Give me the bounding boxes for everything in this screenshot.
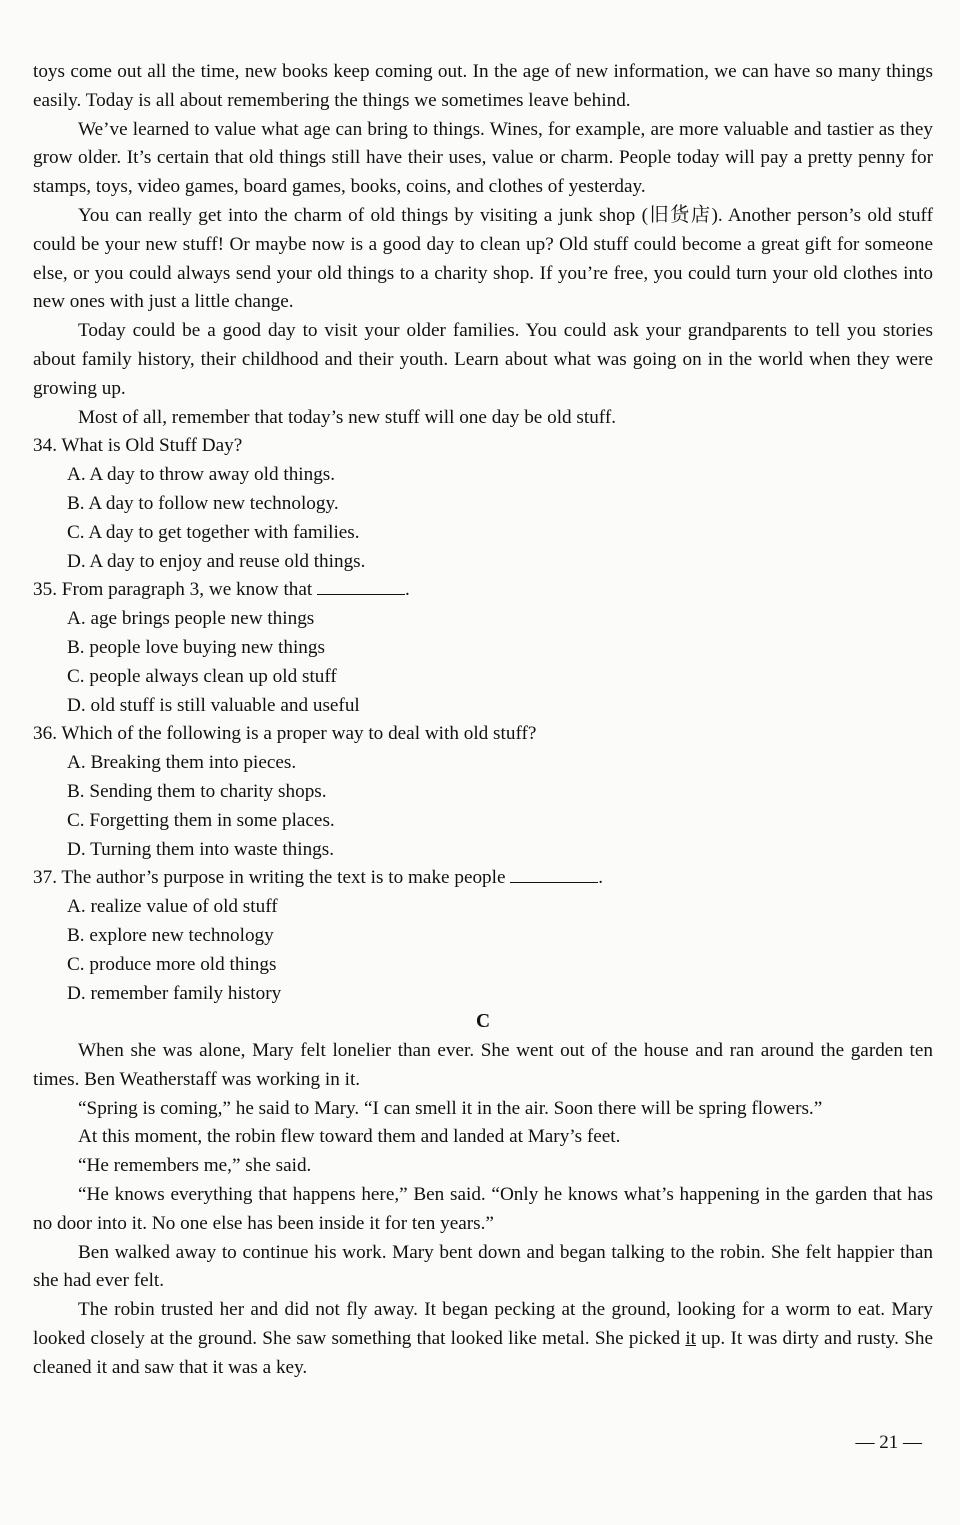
question-option: B. A day to follow new technology. (67, 492, 339, 514)
question-35 (33, 576, 933, 605)
question-option: B. explore new technology (67, 924, 274, 946)
passage-c-para-6: Ben walked away to continue his work. Mary bent down and began talking to the robin. She felt happier than she had ever felt. (33, 1241, 933, 1292)
para-7-start: The robin trusted her and did not fly away. It began pecking at the ground, looking for a worm to eat. Mary looked closely at the ground. She saw something that looked like metal. She picked (33, 1299, 933, 1350)
question-option: D. A day to enjoy and reuse old things. (67, 550, 366, 572)
question-option: D. Turning them into waste things. (67, 838, 335, 860)
question-option: D. remember family history (67, 982, 282, 1004)
page-content (33, 58, 933, 1383)
question-option: D. old stuff is still valuable and useful (67, 694, 360, 716)
page-number: — 21 — (855, 1432, 922, 1453)
passage-c-para-5: “He knows everything that happens here,” Ben said. “Only he knows what’s happening in the garden that has no door into it. No one else has been inside it for ten years.” (33, 1184, 933, 1234)
question-end-mark: . (598, 867, 604, 889)
question-stem: 34. What is Old Stuff Day? (33, 435, 243, 457)
passage-b-para-4: Today could be a good day to visit your older families. You could ask your grandparents to tell you stories about family history, their childhood and their youth. Learn about what was going on in the world when they were growing up. (33, 320, 933, 399)
question-option: A. realize value of old stuff (67, 896, 278, 918)
passage-c-para-1: When she was alone, Mary felt lonelier than ever. She went out of the house and ran around the garden ten times. Ben Weatherstaff was working in it. (33, 1040, 933, 1090)
question-stem: 35. From paragraph 3, we know that (33, 579, 313, 601)
passage-b-para-3: You can really get into the charm of old things by visiting a junk shop (旧货店). Another person’s old stuff could be your new stuff! Or maybe now is a good day to clean up? Old stuff could become a great gift for someone else, or you could always send your old things to a charity shop. If you’re free, you could turn your old clothes into new ones with just a little change. (33, 204, 933, 313)
answer-blank (317, 577, 405, 595)
question-option: C. people always clean up old stuff (67, 665, 337, 687)
question-option: A. A day to throw away old things. (67, 464, 336, 486)
passage-c-para-7 (33, 1296, 933, 1382)
question-stem: 36. Which of the following is a proper way to deal with old stuff? (33, 723, 537, 745)
para-7-end: up. It was dirty and rusty. She cleaned it and saw that it was a key. (33, 1328, 933, 1378)
question-36 (33, 720, 933, 749)
passage-c-para-4: “He remembers me,” she said. (78, 1155, 312, 1177)
passage-b-para-5: Most of all, remember that today’s new stuff will one day be old stuff. (78, 406, 617, 428)
question-34 (33, 432, 933, 461)
passage-b-para-2: We’ve learned to value what age can bring to things. Wines, for example, are more valuable and tastier as they grow older. It’s certain that old things still have their uses, value or charm. People today will pay a pretty penny for stamps, toys, video games, board games, books, coins, and clothes of yesterday. (33, 118, 933, 198)
question-option: A. Breaking them into pieces. (67, 752, 297, 774)
section-c-label: C (475, 1011, 491, 1033)
question-option: A. age brings people new things (67, 608, 315, 630)
question-option: C. A day to get together with families. (67, 521, 360, 543)
question-end-mark: . (405, 579, 410, 601)
question-option: C. produce more old things (67, 953, 277, 975)
passage-c-para-3: At this moment, the robin flew toward them and landed at Mary’s feet. (78, 1126, 621, 1148)
question-option: C. Forgetting them in some places. (67, 809, 335, 831)
question-list (33, 432, 933, 1008)
underlined-word: it (685, 1328, 696, 1350)
passage-c-para-2: “Spring is coming,” he said to Mary. “I can smell it in the air. Soon there will be spring flowers.” (78, 1097, 823, 1119)
answer-blank (510, 865, 598, 883)
passage-b-para-1: toys come out all the time, new books keep coming out. In the age of new information, we can have so many things easily. Today is all about remembering the things we sometimes leave behind. (33, 61, 933, 111)
question-option: B. Sending them to charity shops. (67, 780, 327, 802)
question-37 (33, 864, 933, 893)
question-option: B. people love buying new things (67, 636, 325, 658)
question-stem: 37. The author’s purpose in writing the text is to make people (33, 867, 506, 889)
